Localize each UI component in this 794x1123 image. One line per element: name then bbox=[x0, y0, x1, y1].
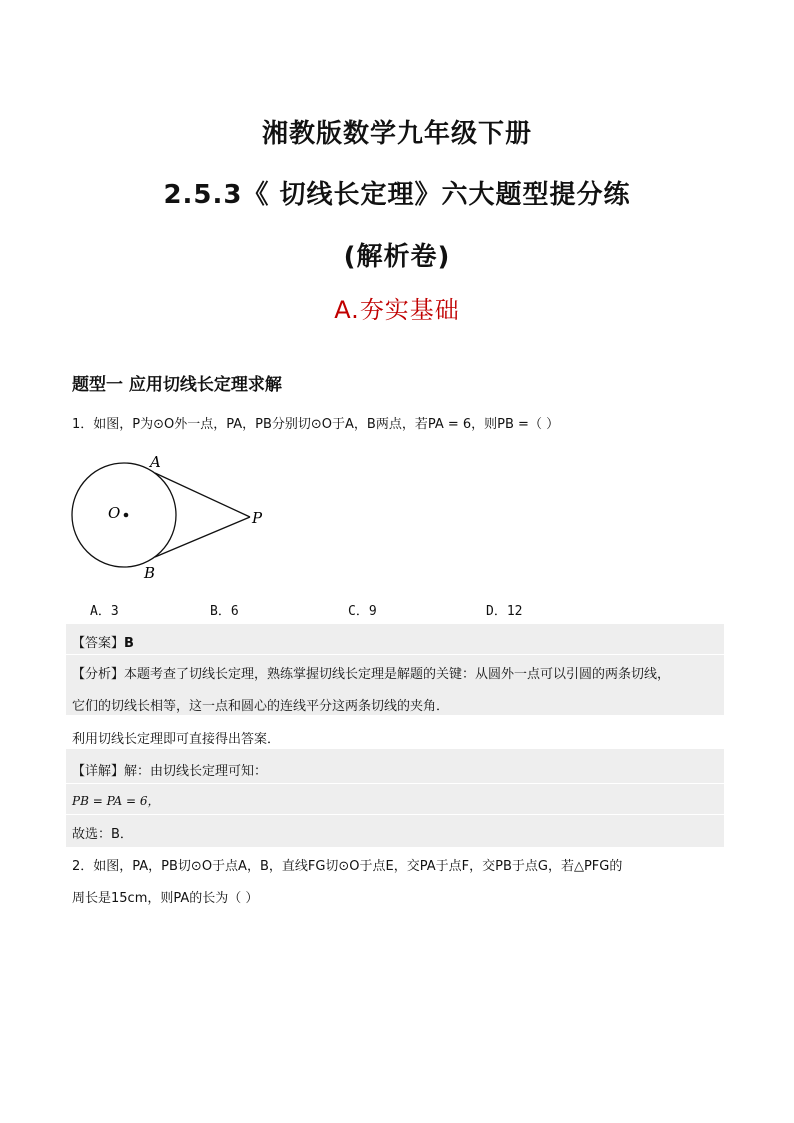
answer-bg bbox=[66, 624, 724, 654]
center-dot bbox=[124, 513, 129, 518]
doc-title: 湘教版数学九年级下册 bbox=[261, 119, 532, 149]
answer-line bbox=[72, 632, 134, 651]
label-b: B bbox=[144, 564, 156, 582]
option-d: D．12 bbox=[486, 604, 523, 619]
choose-line: 故选：B． bbox=[72, 827, 133, 842]
level-heading: A.夯实基础 bbox=[334, 296, 460, 324]
question-2-line-2: 周长是15cm，则PA的长为（ ） bbox=[72, 891, 259, 906]
analysis-line-2: 它们的切线长相等，这一点和圆心的连线平分这两条切线的夹角． bbox=[72, 699, 450, 714]
label-p: P bbox=[252, 509, 263, 527]
analysis-text-1: 本题考查了切线长定理，熟练掌握切线长定理是解题的关键：从圆外一点可以引圆的两条切线， bbox=[124, 667, 671, 682]
answer-label: 【答案】 bbox=[72, 636, 125, 651]
tangent-pb bbox=[155, 517, 250, 557]
detail-math-bg bbox=[66, 784, 724, 814]
question-1-text: 1．如图，P为⊙O外一点，PA，PB分别切⊙O于A，B两点，若PA = 6，则PB =（ ） bbox=[72, 417, 560, 432]
detail-line bbox=[72, 760, 267, 779]
choose-bg bbox=[66, 815, 724, 847]
analysis-label: 【分析】 bbox=[72, 667, 125, 682]
label-a: A bbox=[150, 453, 161, 471]
detail-text: 解：由切线长定理可知： bbox=[124, 764, 268, 779]
option-a: A．3 bbox=[90, 604, 119, 619]
analysis-line-3: 利用切线长定理即可直接得出答案． bbox=[72, 732, 281, 747]
analysis-line-1 bbox=[72, 663, 670, 682]
doc-volume-label: (解析卷) bbox=[343, 242, 451, 272]
section-heading: 题型一 应用切线长定理求解 bbox=[72, 375, 282, 395]
detail-math: PB = PA = 6， bbox=[72, 794, 160, 808]
doc-subtitle: 2.5.3《 切线长定理》六大题型提分练 bbox=[163, 180, 631, 210]
option-c: C．9 bbox=[348, 604, 377, 619]
answer-value: B bbox=[124, 636, 134, 651]
option-b: B．6 bbox=[210, 604, 239, 619]
detail-label: 【详解】 bbox=[72, 764, 125, 779]
label-o: O bbox=[108, 504, 121, 522]
tangent-pa bbox=[155, 473, 250, 517]
question-2-line-1: 2．如图，PA，PB切⊙O于点A，B，直线FG切⊙O于点E，交PA于点F，交PB于点G，若△PFG的 bbox=[72, 859, 623, 874]
tangent-circle-figure bbox=[60, 450, 280, 590]
